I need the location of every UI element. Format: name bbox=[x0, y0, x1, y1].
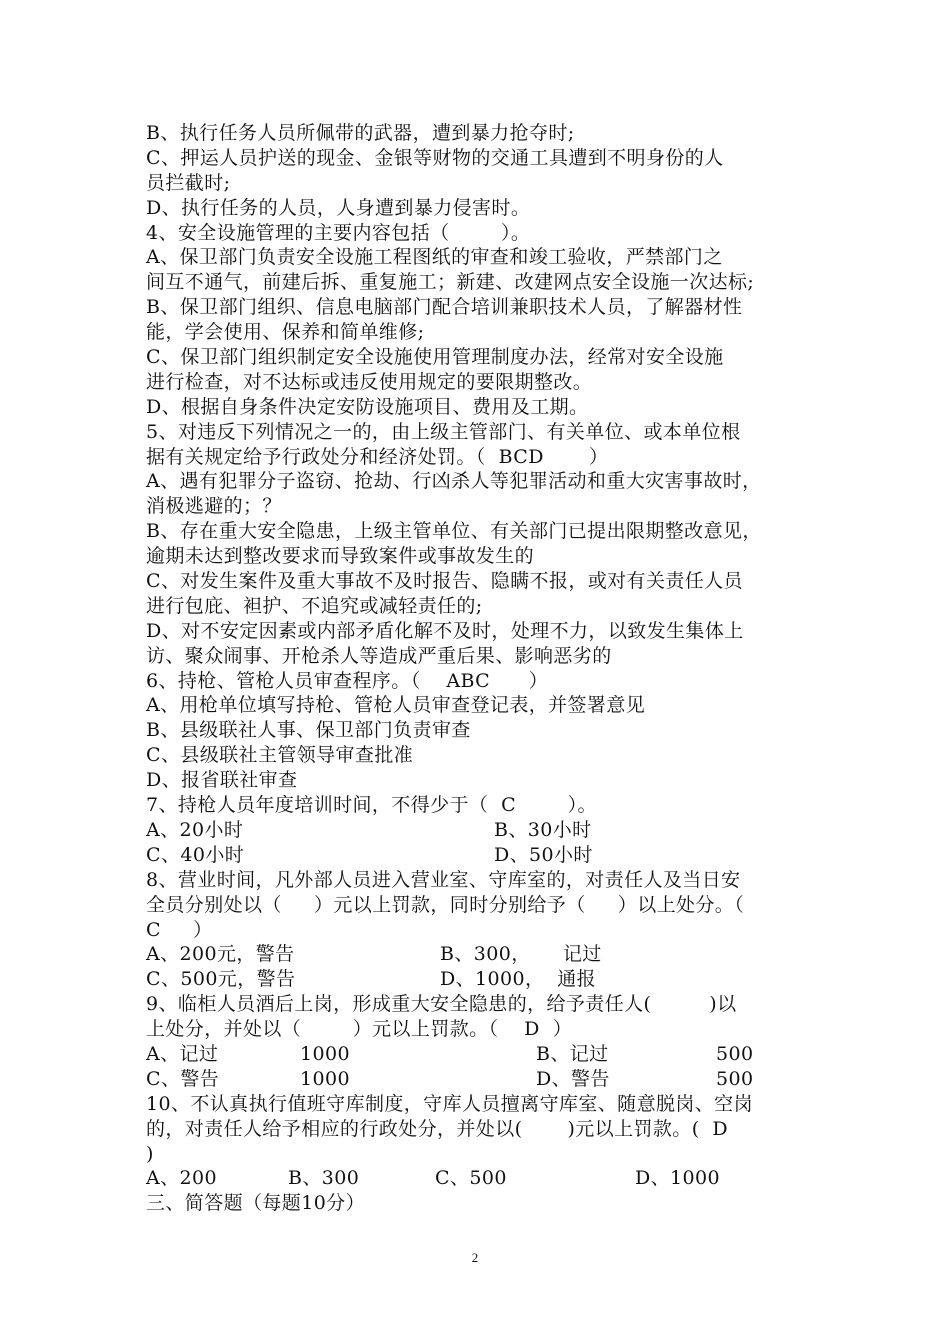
text-line: 能，学会使用、保养和简单维修; bbox=[146, 321, 425, 344]
text-line: 进行检查，对不达标或违反使用规定的要限期整改。 bbox=[146, 370, 593, 393]
text-line: A、用枪单位填写持枪、管枪人员审查登记表，并签署意见 bbox=[146, 694, 646, 717]
q10-line: 10、不认真执行值班守库制度，守库人员擅离守库室、随意脱岗、空岗 bbox=[146, 1092, 753, 1115]
q9-option-c-value: 1000 bbox=[300, 1067, 350, 1090]
document-body bbox=[146, 121, 816, 1216]
text-line: B、执行任务人员所佩带的武器，遭到暴力抢夺时; bbox=[146, 122, 575, 144]
text-line: D、执行任务的人员，人身遭到暴力侵害时。 bbox=[146, 196, 531, 219]
q9-option-b-value: 500 bbox=[716, 1042, 754, 1065]
q9-line: 9、临柜人员酒后上岗，形成重大安全隐患的，给予责任人( )以 bbox=[146, 993, 737, 1016]
q8-option-c: C、500元，警告 bbox=[146, 968, 296, 991]
text-line: C、保卫部门组织制定安全设施使用管理制度办法，经常对安全设施 bbox=[146, 346, 724, 369]
text-line: 间互不通气，前建后拆、重复施工；新建、改建网点安全设施一次达标; bbox=[146, 271, 755, 294]
text-line: 7、持枪人员年度培训时间，不得少于（ C ）。 bbox=[146, 794, 597, 817]
text-line: C、县级联社主管领导审查批准 bbox=[146, 744, 414, 767]
q9-option-a: A、记过 bbox=[146, 1042, 219, 1065]
q7-options-row-1 bbox=[146, 818, 816, 843]
text-line: 6、持枪、管枪人员审查程序。（ ABC ） bbox=[146, 669, 549, 692]
q10-option-c: C、500 bbox=[435, 1167, 507, 1190]
text-line: 据有关规定给予行政处分和经济处罚。（ BCD ） bbox=[146, 445, 609, 468]
text-line: A、保卫部门负责安全设施工程图纸的审查和竣工验收，严禁部门之 bbox=[146, 246, 723, 269]
text-line: 进行包庇、袒护、不追究或减轻责任的; bbox=[146, 594, 483, 617]
q10-option-b: B、300 bbox=[288, 1167, 360, 1190]
text-line: C、对发生案件及重大事故不及时报告、隐瞒不报，或对有关责任人员 bbox=[146, 570, 743, 593]
q10-option-d: D、1000 bbox=[635, 1167, 720, 1190]
q8-line: C ） bbox=[146, 918, 213, 941]
q10-line: ) bbox=[146, 1142, 154, 1165]
q9-option-b: B、记过 bbox=[536, 1042, 609, 1065]
q7-option-b: B、30小时 bbox=[494, 818, 592, 841]
q7-options-row-2 bbox=[146, 843, 816, 868]
text-line: 4、安全设施管理的主要内容包括（ ）。 bbox=[146, 221, 531, 244]
text-line: D、报省联社审查 bbox=[146, 769, 298, 792]
q7-option-c: C、40小时 bbox=[146, 843, 245, 866]
text-line: B、县级联社人事、保卫部门负责审查 bbox=[146, 719, 471, 742]
text-line: C、押运人员护送的现金、金银等财物的交通工具遭到不明身份的人 bbox=[146, 146, 724, 169]
text-line: 逾期未达到整改要求而导致案件或事故发生的 bbox=[146, 545, 535, 568]
q9-option-d: D、警告 bbox=[536, 1067, 610, 1090]
text-line: A、遇有犯罪分子盗窃、抢劫、行凶杀人等犯罪活动和重大灾害事故时， bbox=[146, 470, 762, 493]
q9-options-row-1 bbox=[146, 1042, 816, 1067]
section-heading: 三、简答题（每题10分） bbox=[146, 1192, 365, 1215]
q7-option-a: A、20小时 bbox=[146, 818, 244, 841]
q7-option-d: D、50小时 bbox=[494, 843, 593, 866]
text-line: B、保卫部门组织、信息电脑部门配合培训兼职技术人员，了解器材性 bbox=[146, 296, 743, 319]
q10-options-row bbox=[146, 1166, 816, 1191]
text-line: D、对不安定因素或内部矛盾化解不及时，处理不力，以致发生集体上 bbox=[146, 619, 744, 642]
q10-line: 的，对责任人给予相应的行政处分，并处以( )元以上罚款。( D bbox=[146, 1117, 729, 1140]
text-line: 员拦截时; bbox=[146, 171, 231, 194]
text-line: 消极逃避的；？ bbox=[146, 495, 282, 518]
q9-option-c: C、警告 bbox=[146, 1067, 220, 1090]
page-number: 2 bbox=[471, 1250, 479, 1265]
questions-block-1 bbox=[146, 121, 816, 818]
q9-option-a-value: 1000 bbox=[300, 1042, 350, 1065]
text-line: 5、对违反下列情况之一的，由上级主管部门、有关单位、或本单位根 bbox=[146, 420, 741, 443]
q8-line: 8、营业时间，凡外部人员进入营业室、守库室的，对责任人及当日安 bbox=[146, 868, 741, 891]
q8-option-a: A、200元，警告 bbox=[146, 943, 295, 966]
q8-options-row-1 bbox=[146, 942, 816, 967]
q9-option-d-value: 500 bbox=[716, 1067, 754, 1090]
q8-options-row-2 bbox=[146, 967, 816, 992]
text-line: D、根据自身条件决定安防设施项目、费用及工期。 bbox=[146, 395, 589, 418]
text-line: B、存在重大安全隐患，上级主管单位、有关部门已提出限期整改意见， bbox=[146, 520, 762, 543]
q10-option-a: A、200 bbox=[146, 1167, 217, 1190]
q9-line: 上处分，并处以（ ）元以上罚款。（ D ） bbox=[146, 1018, 573, 1041]
q8-option-b: B、300， 记过 bbox=[440, 943, 602, 966]
q8-line: 全员分别处以（ ）元以上罚款，同时分别给予（ ）以上处分。（ bbox=[146, 893, 745, 916]
q9-options-row-2 bbox=[146, 1067, 816, 1092]
text-line: 访、聚众闹事、开枪杀人等造成严重后果、影响恶劣的 bbox=[146, 644, 612, 667]
q8-option-d: D、1000， 通报 bbox=[440, 968, 597, 991]
